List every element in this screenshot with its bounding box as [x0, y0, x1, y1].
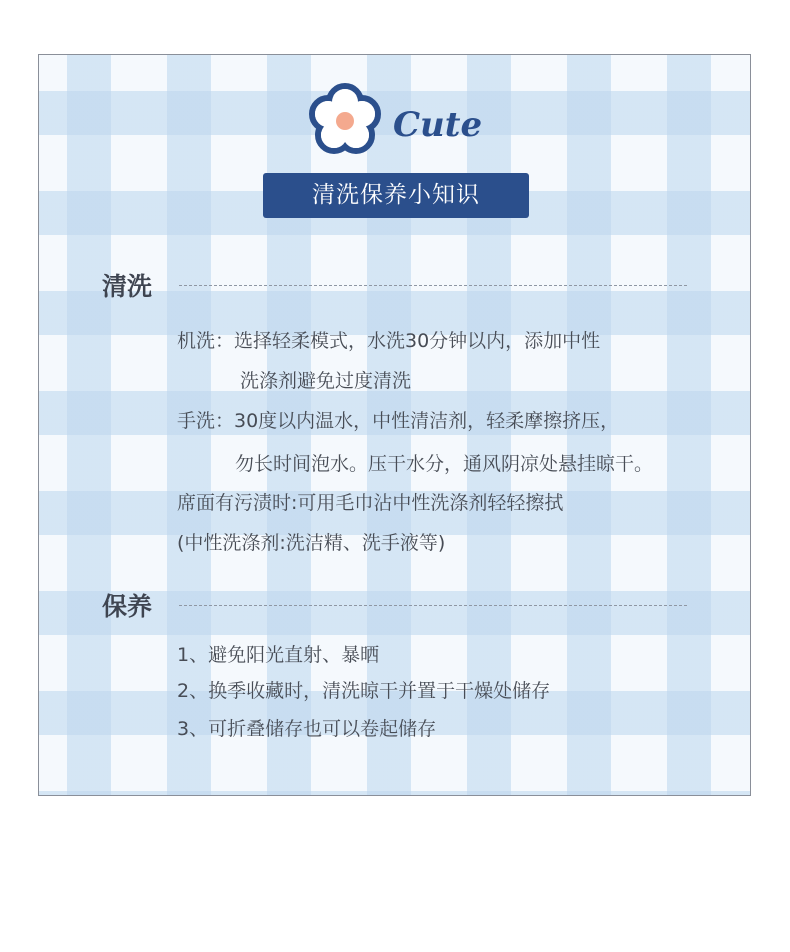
- maintenance-item-1: 1、避免阳光直射、暴晒: [177, 644, 380, 666]
- logo-text: Cute: [393, 105, 483, 145]
- flower-icon: [312, 86, 378, 151]
- section-divider: [179, 605, 687, 606]
- cleaning-line-hand-cont: 勿长时间泡水。压干水分，通风阴凉处悬挂晾干。: [235, 453, 654, 475]
- care-guide-card: [38, 54, 751, 796]
- banner-title: 清洗保养小知识: [263, 173, 529, 218]
- section-title-maintenance: 保养: [102, 592, 153, 621]
- section-divider: [179, 285, 687, 286]
- maintenance-item-2: 2、换季收藏时，清洗晾干并置于干燥处储存: [177, 680, 551, 702]
- cleaning-line-machine: 机洗：选择轻柔模式，水洗30分钟以内，添加中性: [177, 330, 601, 352]
- cleaning-line-detergent: (中性洗涤剂:洗洁精、洗手液等): [177, 532, 446, 554]
- cleaning-line-hand: 手洗：30度以内温水，中性清洁剂，轻柔摩擦挤压，: [177, 410, 620, 432]
- maintenance-item-3: 3、可折叠储存也可以卷起储存: [177, 718, 437, 740]
- section-title-cleaning: 清洗: [102, 272, 153, 301]
- cute-logo: [305, 80, 485, 162]
- cleaning-line-stain: 席面有污渍时:可用毛巾沾中性洗涤剂轻轻擦拭: [177, 492, 564, 514]
- cleaning-line-machine-cont: 洗涤剂避免过度清洗: [240, 370, 412, 392]
